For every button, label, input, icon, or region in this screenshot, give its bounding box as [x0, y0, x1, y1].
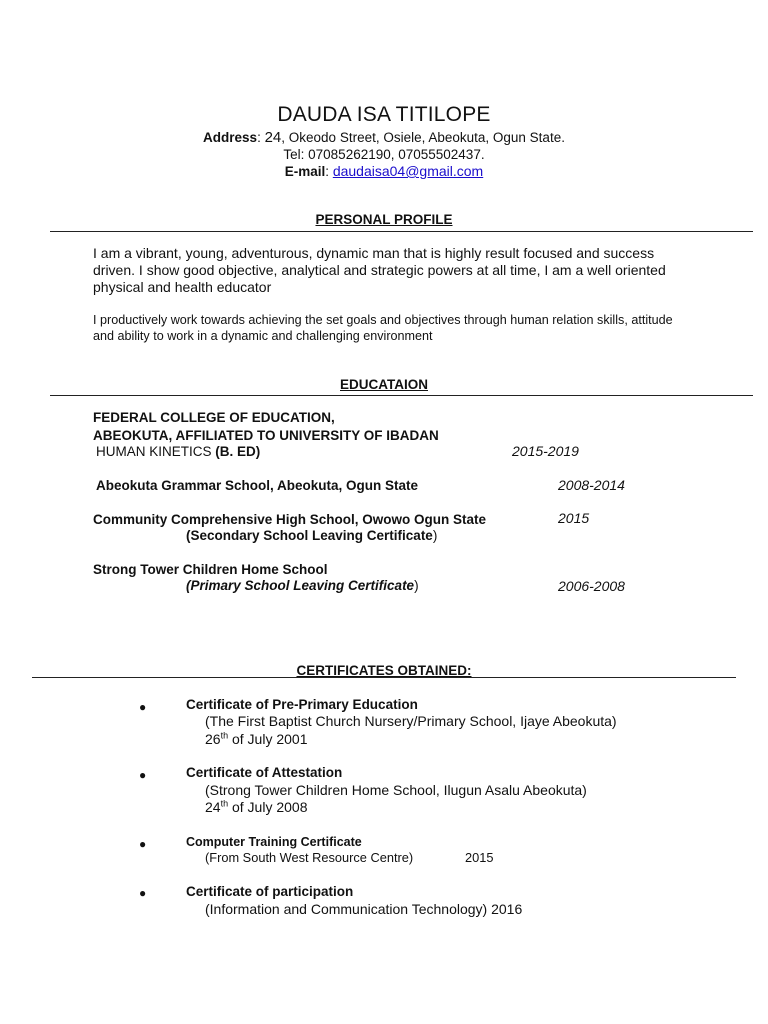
bullet-1: ●	[139, 700, 147, 714]
stchs-certificate-paren: )	[414, 578, 419, 593]
fce-course-name: HUMAN KINETICS	[96, 444, 212, 459]
certificate-1-date	[205, 731, 307, 747]
email-line: E-mail: daudaisa04@gmail.com	[284, 163, 484, 179]
certificate-1-day: 26	[205, 731, 221, 747]
cchs-certificate-name: (Secondary School Leaving Certificate	[186, 528, 433, 543]
certificate-2-issuer: (Strong Tower Children Home School, Ilugun Asalu Abeokuta)	[205, 782, 587, 798]
certificate-3-title: Computer Training Certificate	[186, 835, 362, 849]
address-value: Okeodo Street, Osiele, Abeokuta, Ogun State.	[288, 130, 565, 145]
fce-name-line-1: FEDERAL COLLEGE OF EDUCATION,	[93, 410, 335, 425]
cchs-certificate	[186, 528, 437, 543]
address-label: Address	[203, 130, 258, 145]
fce-course	[96, 444, 260, 459]
certificate-2-suffix: th	[220, 798, 229, 809]
profile-paragraph-1: I am a vibrant, young, adventurous, dynamic man that is highly result focused and success driven. I show good objective, analytical and strategic powers at all time, I am a well oriented physical and health educator	[93, 245, 666, 295]
bullet-3: ●	[139, 837, 147, 851]
certificate-2-date	[205, 799, 307, 815]
fce-degree: (B. ED)	[215, 444, 261, 459]
education-divider	[50, 395, 753, 396]
certificates-heading: CERTIFICATES OBTAINED:	[296, 663, 472, 678]
certificate-1-rest: of July 2001	[228, 731, 308, 747]
stchs-dates: 2006-2008	[558, 578, 625, 594]
certificate-4-issuer: (Information and Communication Technology) 2016	[205, 901, 523, 917]
certificate-3-issuer: (From South West Resource Centre)	[205, 850, 414, 865]
stchs-certificate-name: (Primary School Leaving Certificate	[186, 578, 415, 593]
certificate-4-title: Certificate of participation	[186, 884, 354, 899]
certificate-1-suffix: th	[220, 730, 229, 741]
certificates-divider	[32, 677, 736, 678]
certificate-2-day: 24	[205, 799, 221, 815]
candidate-name: DAUDA ISA TITILOPE	[277, 103, 491, 126]
cchs-dates: 2015	[558, 510, 590, 526]
fce-name-line-2: ABEOKUTA, AFFILIATED TO UNIVERSITY OF IBADAN	[93, 428, 439, 443]
bullet-4: ●	[139, 886, 147, 900]
profile-heading: PERSONAL PROFILE	[315, 212, 453, 227]
education-heading: EDUCATAION	[340, 377, 428, 392]
address-number: 24	[264, 129, 282, 146]
cchs-name: Community Comprehensive High School, Owowo Ogun State	[93, 512, 487, 527]
email-link[interactable]: daudaisa04@gmail.com	[332, 163, 484, 179]
address-line: Address: 24, Okeodo Street, Osiele, Abeokuta, Ogun State.	[203, 129, 565, 146]
certificate-1-title: Certificate of Pre-Primary Education	[186, 697, 418, 712]
email-label: E-mail	[284, 164, 326, 179]
fce-dates: 2015-2019	[512, 443, 579, 459]
telephone-line: Tel: 07085262190, 07055502437.	[283, 147, 485, 162]
certificate-2-rest: of July 2008	[228, 799, 308, 815]
profile-divider	[50, 231, 753, 232]
bullet-2: ●	[139, 768, 147, 782]
stchs-certificate	[186, 578, 419, 593]
certificate-2-title: Certificate of Attestation	[186, 765, 343, 780]
certificate-3-year: 2015	[465, 850, 494, 865]
stchs-name: Strong Tower Children Home School	[93, 562, 328, 577]
ags-dates: 2008-2014	[558, 477, 625, 493]
ags-name: Abeokuta Grammar School, Abeokuta, Ogun State	[96, 478, 419, 493]
certificate-1-issuer: (The First Baptist Church Nursery/Primary School, Ijaye Abeokuta)	[205, 713, 617, 729]
cchs-certificate-paren: )	[432, 528, 438, 543]
profile-paragraph-2: I productively work towards achieving the set goals and objectives through human relation skills, attitude and ability to work in a dynamic and challenging environment	[93, 313, 673, 343]
